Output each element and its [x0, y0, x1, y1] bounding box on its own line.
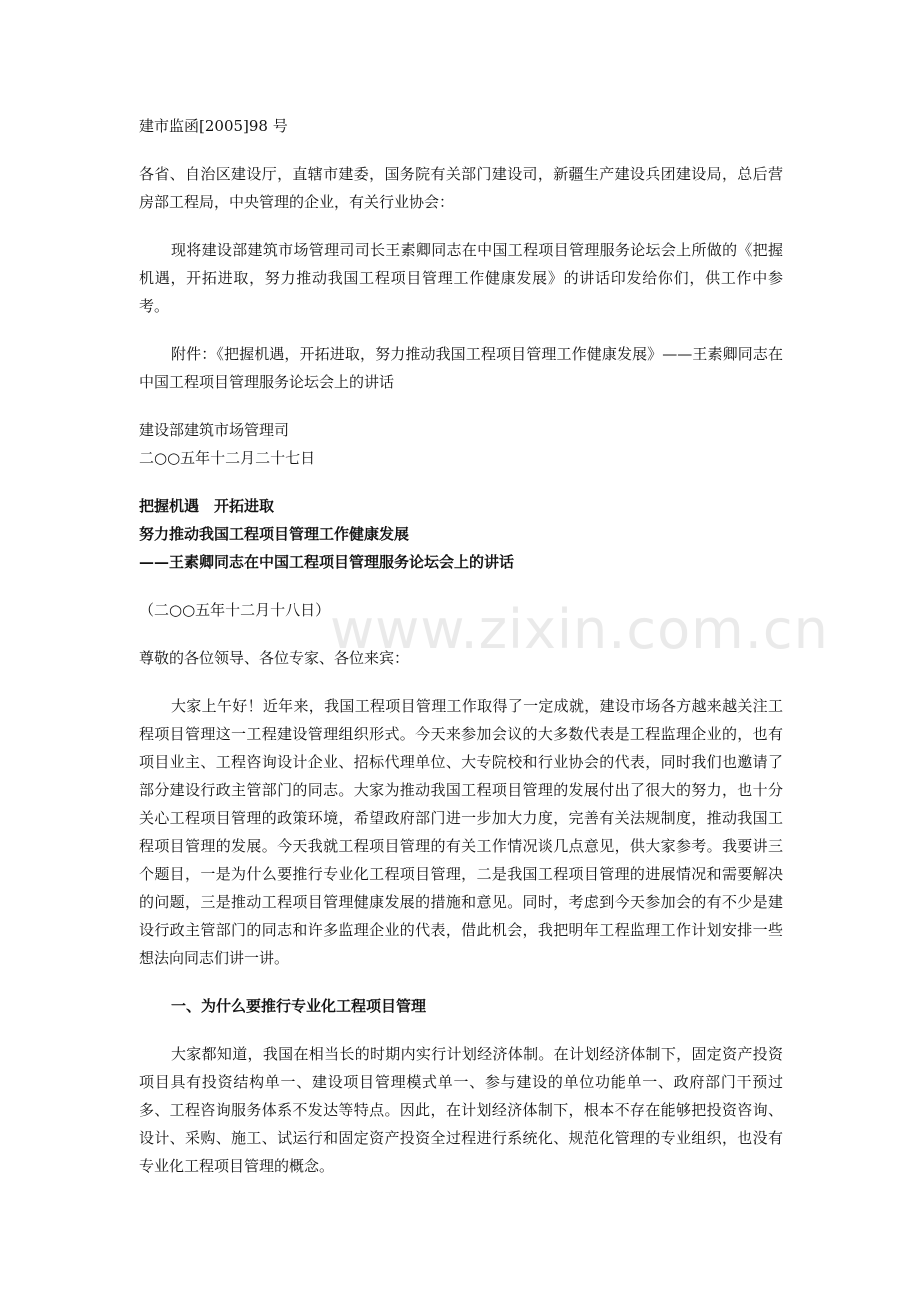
- title-line-3: ——王素卿同志在中国工程项目管理服务论坛会上的讲话: [139, 553, 515, 571]
- attachment-paragraph: 附件：《把握机遇，开拓进取，努力推动我国工程项目管理工作健康发展》——王素卿同志在中国工程项目管理服务论坛会上的讲话: [139, 345, 783, 391]
- section-1-heading: 一、为什么要推行专业化工程项目管理: [171, 997, 427, 1015]
- issuer: 建设部建筑市场管理司: [139, 421, 290, 439]
- speech-paragraph-1: 大家上午好！近年来，我国工程项目管理工作取得了一定成就，建设市场各方越来越关注工程项目管理这一工程建设管理组织形式。今天来参加会议的大多数代表是工程监理企业的，也有项目业主、工程咨询设计企业、招标代理单位、大专院校和行业协会的代表，同时我们也邀请了部分建设行政主管部门的同志。大家为推动我国工程项目管理的发展付出了很大的努力，也十分关心工程项目管理的政策环境，希望政府部门进一步加大力度，完善有关法规制度，推动我国工程项目管理的发展。今天我就工程项目管理的有关工作情况谈几点意见，供大家参考。我要讲三个题目，一是为什么要推行专业化工程项目管理，二是我国工程项目管理的进展情况和需要解决的问题，三是推动工程项目管理健康发展的措施和意见。同时，考虑到今天参加会的有不少是建设行政主管部门的同志和许多监理企业的代表，借此机会，我把明年工程监理工作计划安排一些想法向同志们讲一讲。: [139, 697, 783, 967]
- speech-paragraph-2: 大家都知道，我国在相当长的时期内实行计划经济体制。在计划经济体制下，固定资产投资项目具有投资结构单一、建设项目管理模式单一、参与建设的单位功能单一、政府部门干预过多、工程咨询服务体系不发达等特点。因此，在计划经济体制下，根本不存在能够把投资咨询、设计、采购、施工、试运行和固定资产投资全过程进行系统化、规范化管理的专业组织，也没有专业化工程项目管理的概念。: [139, 1045, 783, 1175]
- watermark-text: www.zixin.com.cn: [330, 598, 829, 661]
- notice-paragraph: 现将建设部建筑市场管理司司长王素卿同志在中国工程项目管理服务论坛会上所做的《把握机遇，开拓进取，努力推动我国工程项目管理工作健康发展》的讲话印发给你们，供工作中参考。: [139, 241, 783, 315]
- document-body: [139, 112, 783, 1180]
- document-ref-no: 建市监函[2005]98 号: [139, 117, 288, 135]
- issue-date: 二○○五年十二月二十七日: [139, 449, 316, 467]
- addressees: 各省、自治区建设厅，直辖市建委，国务院有关部门建设司，新疆生产建设兵团建设局，总后营房部工程局，中央管理的企业，有关行业协会：: [139, 165, 783, 211]
- salutation: 尊敬的各位领导、各位专家、各位来宾：: [139, 649, 410, 667]
- title-line-1: 把握机遇 开拓进取: [139, 497, 275, 515]
- title-line-2: 努力推动我国工程项目管理工作健康发展: [139, 525, 410, 543]
- speech-title: [139, 492, 783, 576]
- speech-date: （二○○五年十二月十八日）: [139, 601, 331, 619]
